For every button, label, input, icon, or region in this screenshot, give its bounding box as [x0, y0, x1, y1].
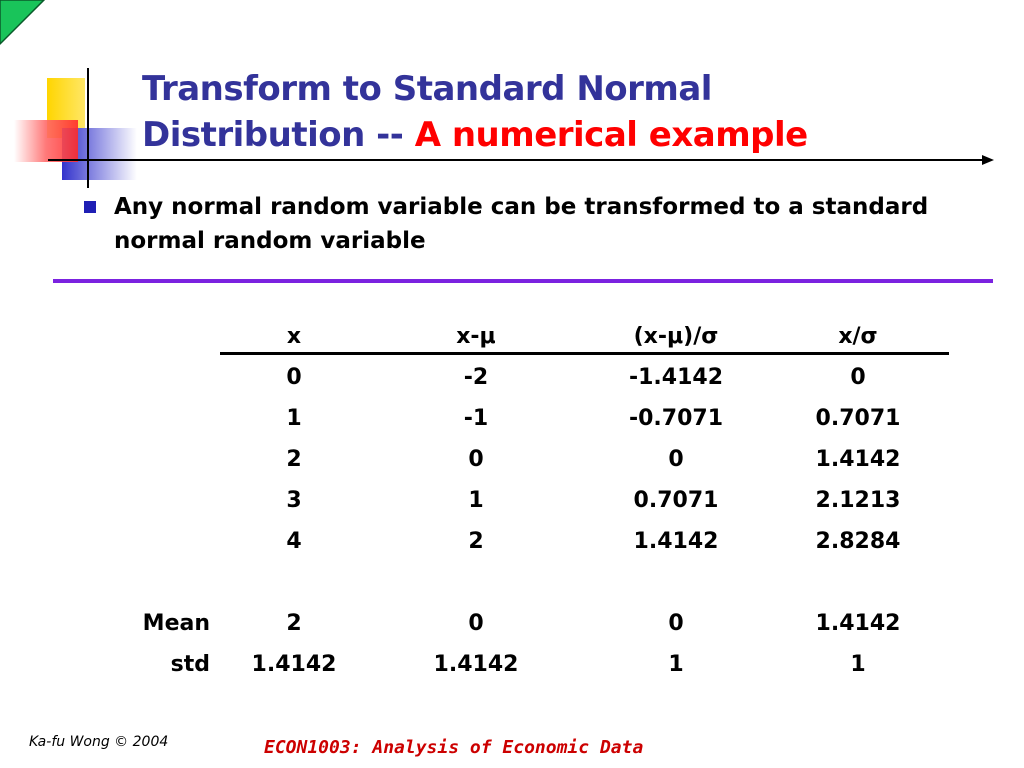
slide-title [142, 66, 808, 158]
bullet-point [80, 190, 980, 258]
footer-course-title: ECON1003: Analysis of Economic Data [264, 737, 644, 758]
table-cell: 1 [468, 488, 484, 513]
table-cell: 0 [286, 365, 302, 390]
table-cell: 4 [286, 529, 302, 554]
table-cell: -0.7071 [628, 406, 724, 431]
square-bullet-icon [84, 201, 96, 213]
table-cell: -2 [463, 365, 489, 390]
summary-cell: 0 [668, 611, 684, 636]
summary-cell: 0 [468, 611, 484, 636]
table-cell: 2.8284 [815, 529, 901, 554]
table-cell: 1.4142 [815, 447, 901, 472]
bullet-text: Any normal random variable can be transformed to a standard normal random variable [114, 194, 929, 254]
summary-row-label: Mean [142, 611, 210, 636]
title-line1: Transform to Standard Normal [142, 69, 712, 109]
title-highlight: A numerical example [414, 115, 808, 155]
summary-cell: 2 [286, 611, 302, 636]
table-cell: 0 [468, 447, 484, 472]
title-decoration-graphic [0, 60, 160, 200]
header-underline [220, 352, 949, 355]
table-cell: 3 [286, 488, 302, 513]
table-cell: -1 [463, 406, 489, 431]
column-header: x-μ [456, 324, 496, 349]
summary-cell: 1.4142 [251, 652, 337, 677]
divider-rule [53, 279, 993, 283]
title-underline-arrow [48, 152, 994, 168]
table-cell: 0.7071 [815, 406, 901, 431]
column-header: x [286, 324, 302, 349]
column-header: x/σ [838, 324, 878, 349]
summary-cell: 1 [668, 652, 684, 677]
summary-cell: 1 [850, 652, 866, 677]
table-cell: 2.1213 [815, 488, 901, 513]
table-cell: 0 [850, 365, 866, 390]
summary-cell: 1.4142 [433, 652, 519, 677]
summary-cell: 1.4142 [815, 611, 901, 636]
title-line2: Distribution -- [142, 115, 415, 155]
table-cell: 2 [286, 447, 302, 472]
footer-copyright: Ka-fu Wong © 2004 [29, 734, 169, 750]
table-cell: 1.4142 [633, 529, 719, 554]
corner-triangle-decoration [0, 0, 48, 48]
summary-row-label: std [170, 652, 210, 677]
table-cell: 2 [468, 529, 484, 554]
table-cell: 0.7071 [633, 488, 719, 513]
table-cell: -1.4142 [628, 365, 724, 390]
table-cell: 1 [286, 406, 302, 431]
column-header: (x-μ)/σ [633, 324, 719, 349]
data-table [0, 318, 1024, 688]
table-cell: 0 [668, 447, 684, 472]
